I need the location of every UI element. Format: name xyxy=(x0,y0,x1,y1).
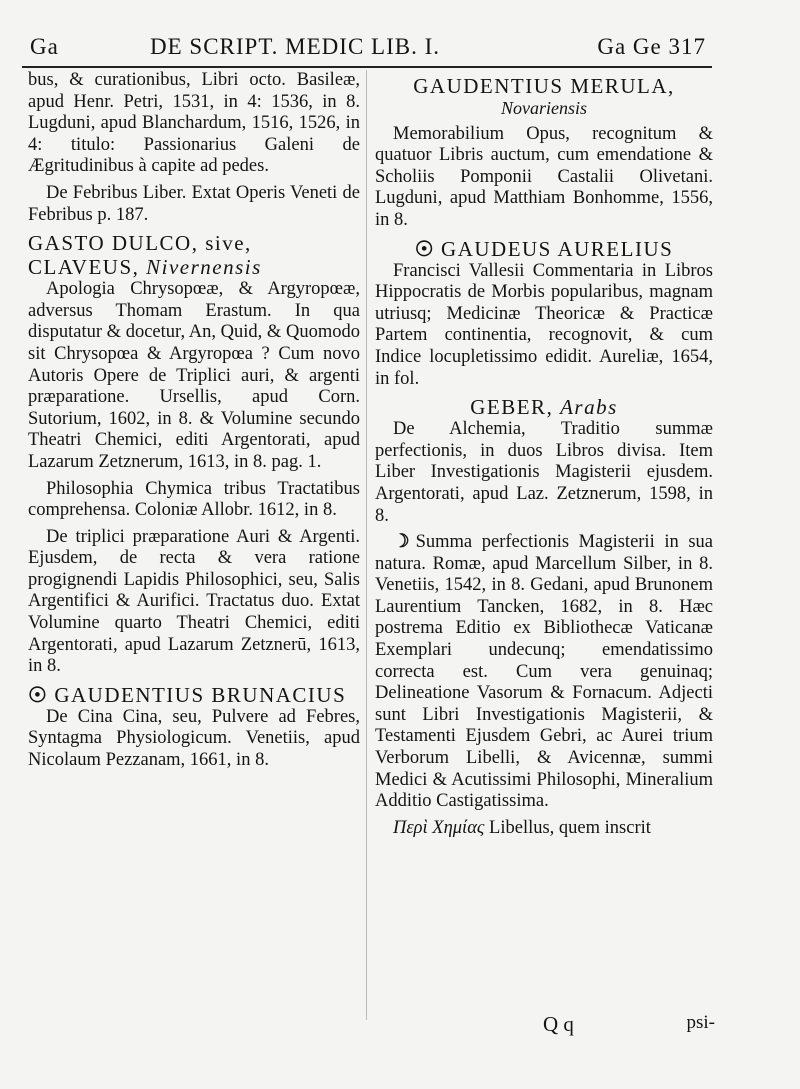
signature-mark: Q q xyxy=(543,1012,574,1036)
entry-heading xyxy=(28,231,360,279)
column-divider xyxy=(366,70,367,1020)
entry-heading-name: GEBER, xyxy=(470,395,554,420)
paragraph: De Alchemia, Traditio summæ perfectionis, in duos Libros divisa. Item Liber Investigationis Magisterii ejusdem. Argentorati, apud Laz. Zetznerum, 1598, in 8. xyxy=(375,419,713,526)
entry-heading xyxy=(375,395,713,419)
moon-symbol-icon: ☽ xyxy=(393,532,410,553)
entry-heading xyxy=(375,237,713,261)
paragraph: Francisci Vallesii Commentaria in Libros Hippocratis de Morbis popularibus, magnam utriusq; Medicinæ Theoricæ & Practicæ Partem continentia, recognovit, & cum Indice locupletissimo edidit. Aureliæ, 1654, in fol. xyxy=(375,260,713,389)
header-title: DE SCRIPT. MEDIC LIB. I. xyxy=(150,34,440,59)
paragraph-text: Summa perfectionis Magisterii in sua natura. Romæ, apud Marcellum Silber, in 8. Venetiis, 1542, in 8. Gedani, apud Brunonem Laurentium Tancken, 1682, in 8. Hæc postrema Editio ex Bibliothecæ Vaticanæ Exemplari undecunq; emendatissimo correcta est. Cum vera genuinaq; Delineatione Vasorum & Fornacum. Adjecti sunt Libri Investigationis Magisterii, & Testamenti Ejusdem Gebri, ac Aurei trium Verborum Libelli, & Avicennæ, summi Medici & Acutissimi Philosophi, Mineralium Additio Castigatissima. xyxy=(375,532,713,812)
paragraph: De Febribus Liber. Extat Operis Veneti de Febribus p. 187. xyxy=(28,182,360,225)
paragraph xyxy=(375,532,713,813)
greek-title: Περὶ Χημίας xyxy=(393,817,485,838)
paragraph: De Cina Cina, seu, Pulvere ad Febres, Syntagma Physiologicum. Venetiis, apud Nicolaum Pezzanam, 1661, in 8. xyxy=(28,706,360,771)
paragraph: De triplici præparatione Auri & Argenti. Ejusdem, de recta & vera ratione progignendi Lapidis Philosophici, seu, Salis Argentifici & Aurifici. Tractatus duo. Extat Volumine quarto Theatri Chemici, editi Argentorati, apud Lazarum Zetznerū, 1613, in 8. xyxy=(28,526,360,677)
entry-origin: Arabs xyxy=(560,395,618,420)
entry-heading: GAUDENTIUS MERULA, xyxy=(413,74,675,98)
right-column xyxy=(375,70,713,844)
left-column xyxy=(28,70,360,777)
paragraph-text: Libellus, quem inscrit xyxy=(489,817,651,838)
paragraph: Philosophia Chymica tribus Tractatibus comprehensa. Coloniæ Allobr. 1612, in 8. xyxy=(28,478,360,521)
page-footer xyxy=(375,1012,715,1042)
entry-origin: Nivernensis xyxy=(146,255,262,280)
paragraph xyxy=(375,818,713,840)
paragraph: Apologia Chrysopœæ, & Argyropœæ, adversus Thomam Erastum. In qua disputatur & docetur, An, Quid, & Quomodo sit Chrysopœa & Argyropœa ? Cum novo Autoris Opere de Triplici auri, & argenti præparatione. Ursellis, apud Corn. Sutorium, 1602, in 8. & Volumine secundo Theatri Chemici, editi Argentorati, apud Lazarum Zetznerum, 1613, in 8. pag. 1. xyxy=(28,279,360,472)
running-header xyxy=(22,30,712,68)
entry-heading-name: GAUDEUS AURELIUS xyxy=(441,236,674,261)
header-right-guide-page-number: Ga Ge 317 xyxy=(597,34,706,59)
sun-symbol-icon: ☉ xyxy=(28,682,49,707)
sun-symbol-icon: ☉ xyxy=(414,236,436,261)
paragraph: Memorabilium Opus, recognitum & quatuor Libris auctum, cum emendatione & Scholiis Pomponii Castalii Olivetani. Lugduni, apud Matthiam Bonhomme, 1556, in 8. xyxy=(375,123,713,230)
catchword: psi- xyxy=(686,1012,715,1033)
entry-heading xyxy=(28,683,360,707)
entry-origin: Novariensis xyxy=(500,98,587,118)
entry-heading-name: GAUDENTIUS BRUNACIUS xyxy=(54,682,347,707)
paragraph: bus, & curationibus, Libri octo. Basileæ, apud Henr. Petri, 1531, in 4: 1536, in 8. Lugduni, apud Blanchardum, 1516, 1526, in 4: titulo: Passionarius Galeni de Ægritudinibus à capite ad pedes. xyxy=(28,70,360,177)
entry-heading-name: GASTO DULCO, sive, CLAVEUS, xyxy=(28,231,252,280)
header-left-guide: Ga xyxy=(30,34,59,59)
